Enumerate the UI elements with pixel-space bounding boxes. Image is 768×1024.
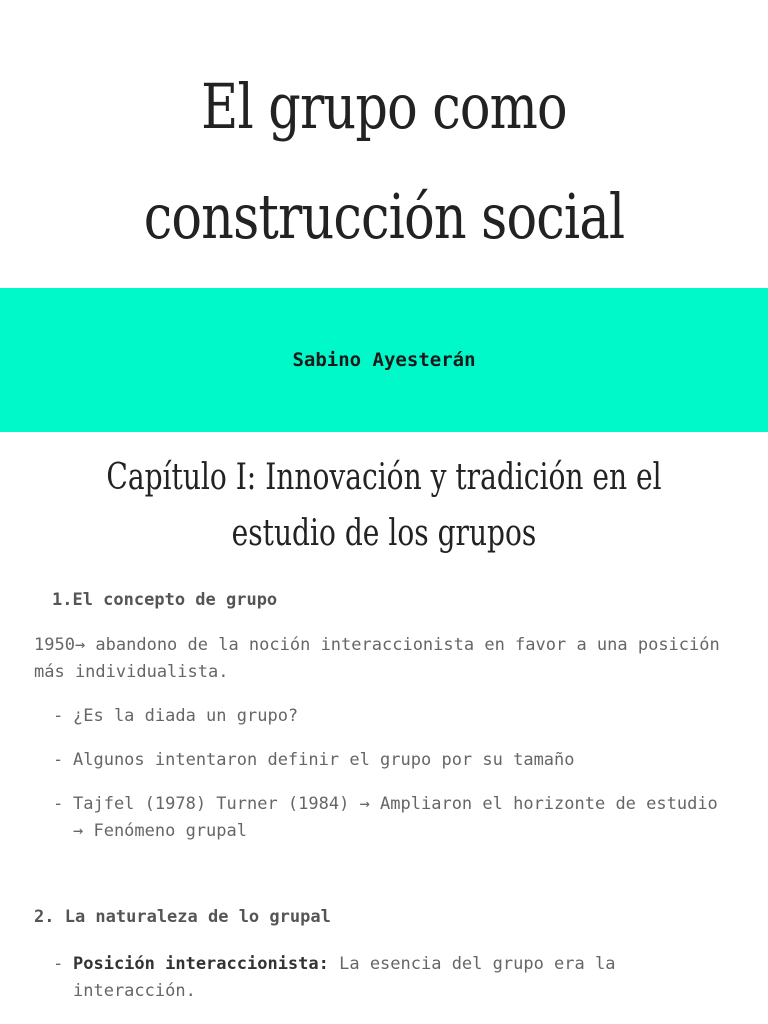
list-item	[34, 747, 734, 774]
section-heading-naturaleza: 2. La naturaleza de lo grupal	[34, 907, 331, 927]
dash-marker: -	[53, 794, 64, 814]
list-item	[34, 703, 734, 730]
dash-marker: -	[53, 750, 64, 770]
list-item-text: Algunos intentaron definir el grupo por su tamaño	[73, 750, 575, 770]
list-item	[34, 951, 734, 1005]
dash-marker: -	[53, 954, 64, 974]
section-paragraph: 1950→ abandono de la noción interaccionista en favor a una posición más individualista.	[34, 635, 720, 682]
author-name: Sabino Ayesterán	[292, 349, 476, 371]
author-banner	[0, 288, 768, 432]
chapter-title: Capítulo I: Innovación y tradición en el estudio de los grupos	[106, 457, 662, 554]
section-heading-concepto: 1.El concepto de grupo	[52, 590, 278, 610]
list-item-text: Tajfel (1978) Turner (1984) → Ampliaron el horizonte de estudio → Fenómeno grupal	[73, 794, 718, 841]
bullet-list	[34, 951, 734, 1005]
list-item-lead: Posición interaccionista:	[73, 954, 329, 974]
bullet-list	[34, 747, 734, 774]
bullet-list	[34, 703, 734, 730]
document-title: El grupo como construcción social	[143, 70, 625, 253]
dash-marker: -	[53, 706, 64, 726]
list-item-text: La esencia del grupo era la interacción.	[73, 954, 616, 1001]
list-item	[34, 791, 734, 845]
list-item-text: ¿Es la diada un grupo?	[73, 706, 299, 726]
bullet-list	[34, 791, 734, 845]
